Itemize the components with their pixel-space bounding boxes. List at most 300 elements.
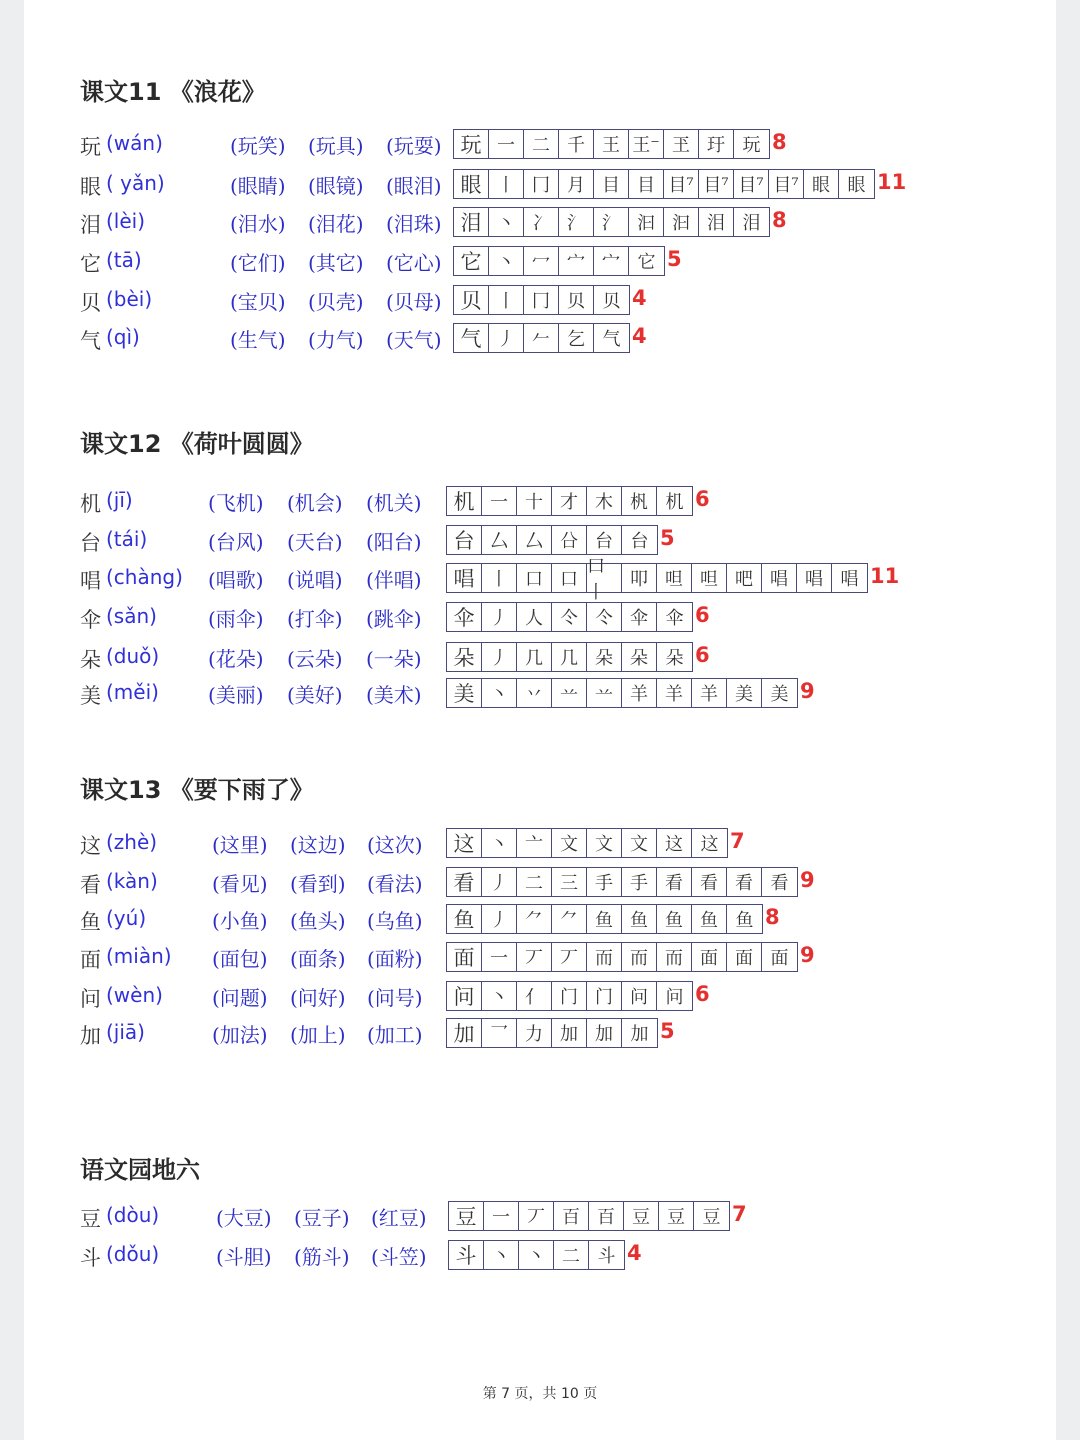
stroke-step-cell: 人 xyxy=(517,603,552,631)
stroke-step-cell: 鱼 xyxy=(587,905,622,933)
stroke-step-cell: 氵 xyxy=(594,208,629,236)
stroke-step-cell: 气 xyxy=(602,329,621,350)
stroke-step-cell: 它 xyxy=(637,252,656,273)
stroke-step-cell: 一 xyxy=(482,487,517,515)
stroke-step-cell: 这 xyxy=(700,834,719,855)
character: 问 xyxy=(80,987,101,1011)
stroke-step-cell: 王 xyxy=(594,130,629,158)
stroke-step-cell: 丷 xyxy=(517,679,552,707)
example-word: (台风) xyxy=(208,530,264,554)
stroke-cell-character: 伞 xyxy=(447,603,482,631)
stroke-order-strip xyxy=(448,1201,730,1231)
example-word: (泪水) xyxy=(230,212,286,236)
pinyin: (zhè) xyxy=(106,830,158,854)
example-word: (打伞) xyxy=(287,607,343,631)
stroke-step-cell: 看 xyxy=(657,868,692,896)
vocab-row xyxy=(0,1240,1032,1272)
example-word: (美术) xyxy=(366,683,422,707)
stroke-order-strip xyxy=(453,323,630,353)
example-word: (泪花) xyxy=(308,212,364,236)
stroke-step-cell: 百 xyxy=(589,1202,624,1230)
pinyin: (bèi) xyxy=(106,287,153,311)
example-word: (问题) xyxy=(212,986,268,1010)
stroke-step-cell: 丿 xyxy=(482,643,517,671)
stroke-order-strip xyxy=(453,129,770,159)
stroke-order-strip xyxy=(453,285,630,315)
vocab-row xyxy=(0,169,1032,201)
stroke-order-strip xyxy=(448,1240,625,1270)
stroke-step-cell: 䒑 xyxy=(587,679,622,707)
example-word: (筋斗) xyxy=(294,1245,350,1269)
example-word: (力气) xyxy=(308,328,364,352)
stroke-step-cell: 羊 xyxy=(622,679,657,707)
stroke-count: 8 xyxy=(765,905,780,929)
stroke-count: 8 xyxy=(772,208,787,232)
lesson-title: 课文11 《浪花》 xyxy=(80,78,266,106)
stroke-cell-character: 加 xyxy=(447,1019,482,1047)
stroke-step-cell: 仒 xyxy=(552,603,587,631)
example-word: (美好) xyxy=(287,683,343,707)
stroke-cell-character: 朵 xyxy=(447,643,482,671)
vocab-row xyxy=(0,486,1032,518)
character: 唱 xyxy=(80,569,101,593)
stroke-step-cell: 丿 xyxy=(489,324,524,352)
stroke-step-cell: 朵 xyxy=(622,643,657,671)
stroke-order-strip xyxy=(453,207,770,237)
example-word: (加上) xyxy=(290,1023,346,1047)
example-word: (花朵) xyxy=(208,647,264,671)
example-word: (问好) xyxy=(290,986,346,1010)
stroke-step-cell: 文 xyxy=(552,829,587,857)
stroke-count: 4 xyxy=(632,286,647,310)
stroke-cell-character: 斗 xyxy=(449,1241,484,1269)
stroke-step-cell: 鱼 xyxy=(692,905,727,933)
stroke-step-cell: 鱼 xyxy=(735,910,754,931)
stroke-step-cell: 丨 xyxy=(489,286,524,314)
example-word: (一朵) xyxy=(366,647,422,671)
stroke-step-cell: ⺈ xyxy=(552,905,587,933)
pinyin: (jī) xyxy=(106,488,133,512)
lesson-title: 课文12 《荷叶圆圆》 xyxy=(80,430,314,458)
character: 面 xyxy=(80,948,101,972)
stroke-step-cell: 冖 xyxy=(524,247,559,275)
stroke-step-cell: 问 xyxy=(622,982,657,1010)
stroke-cell-character: 美 xyxy=(447,679,482,707)
pinyin: (kàn) xyxy=(106,869,158,893)
stroke-count: 6 xyxy=(695,643,710,667)
stroke-step-cell: 口 xyxy=(552,564,587,592)
stroke-step-cell: 丶 xyxy=(519,1241,554,1269)
stroke-step-cell: 豆 xyxy=(659,1202,694,1230)
stroke-step-cell: 泪 xyxy=(742,213,761,234)
stroke-step-cell: 厶 xyxy=(517,526,552,554)
example-word: (问号) xyxy=(367,986,423,1010)
character: 豆 xyxy=(80,1207,101,1231)
lesson-title: 语文园地六 xyxy=(80,1156,200,1184)
stroke-step-cell: 美 xyxy=(727,679,762,707)
stroke-step-cell: 手 xyxy=(622,868,657,896)
example-word: (玩笑) xyxy=(230,134,286,158)
vocab-row xyxy=(0,129,1032,161)
pinyin: (wèn) xyxy=(106,983,163,1007)
example-word: (小鱼) xyxy=(212,909,268,933)
example-word: (斗胆) xyxy=(216,1245,272,1269)
stroke-cell-character: 玩 xyxy=(454,130,489,158)
pinyin: (chàng) xyxy=(106,565,183,589)
stroke-cell-character: 台 xyxy=(447,526,482,554)
stroke-count: 11 xyxy=(870,564,900,588)
stroke-order-strip xyxy=(446,486,693,516)
stroke-cell-character: 看 xyxy=(447,868,482,896)
stroke-order-strip xyxy=(453,246,665,276)
stroke-step-cell: 宀 xyxy=(594,247,629,275)
stroke-step-cell: 问 xyxy=(665,987,684,1008)
stroke-cell-character: 气 xyxy=(454,324,489,352)
pinyin: (sǎn) xyxy=(106,604,157,628)
stroke-cell-character: 豆 xyxy=(449,1202,484,1230)
example-word: (阳台) xyxy=(366,530,422,554)
stroke-step-cell: 呾 xyxy=(692,564,727,592)
stroke-step-cell: 加 xyxy=(587,1019,622,1047)
stroke-step-cell: 加 xyxy=(630,1024,649,1045)
stroke-step-cell: 玩 xyxy=(742,135,761,156)
lesson-title: 课文13 《要下雨了》 xyxy=(80,776,314,804)
stroke-step-cell: 丆 xyxy=(519,1202,554,1230)
example-word: (机关) xyxy=(366,491,422,515)
vocab-row xyxy=(0,525,1032,557)
stroke-step-cell: 十 xyxy=(517,487,552,515)
stroke-step-cell: 丶 xyxy=(482,982,517,1010)
vocab-row xyxy=(0,904,1032,936)
example-word: (这里) xyxy=(212,833,268,857)
stroke-count: 4 xyxy=(627,1241,642,1265)
example-word: (眼泪) xyxy=(386,174,442,198)
example-word: (看到) xyxy=(290,872,346,896)
stroke-step-cell: 台 xyxy=(630,531,649,552)
stroke-count: 6 xyxy=(695,982,710,1006)
stroke-step-cell: 伞 xyxy=(665,608,684,629)
stroke-step-cell: 丶 xyxy=(489,208,524,236)
stroke-step-cell: 二 xyxy=(554,1241,589,1269)
stroke-step-cell: 百 xyxy=(554,1202,589,1230)
stroke-cell-character: 泪 xyxy=(454,208,489,236)
stroke-count: 7 xyxy=(730,829,745,853)
character: 加 xyxy=(80,1024,101,1048)
stroke-step-cell: 才 xyxy=(552,487,587,515)
stroke-step-cell: 羊 xyxy=(692,679,727,707)
stroke-count: 8 xyxy=(772,130,787,154)
stroke-count: 5 xyxy=(667,247,682,271)
example-word: (说唱) xyxy=(287,568,343,592)
stroke-step-cell: 冂 xyxy=(524,286,559,314)
example-word: (看法) xyxy=(367,872,423,896)
stroke-step-cell: 豆 xyxy=(702,1207,721,1228)
stroke-step-cell: 二 xyxy=(517,868,552,896)
vocab-row xyxy=(0,207,1032,239)
stroke-step-cell: 目⁷ xyxy=(699,170,734,198)
stroke-order-strip xyxy=(446,602,693,632)
stroke-step-cell: 手 xyxy=(587,868,622,896)
pinyin: (yú) xyxy=(106,906,147,930)
example-word: (眼睛) xyxy=(230,174,286,198)
example-word: (这次) xyxy=(367,833,423,857)
stroke-count: 9 xyxy=(800,868,815,892)
stroke-step-cell: 丶 xyxy=(489,247,524,275)
pinyin: (wán) xyxy=(106,131,163,155)
stroke-order-strip xyxy=(446,981,693,1011)
stroke-step-cell: 而 xyxy=(657,943,692,971)
stroke-step-cell: 而 xyxy=(622,943,657,971)
example-word: (加法) xyxy=(212,1023,268,1047)
stroke-step-cell: 杋 xyxy=(622,487,657,515)
stroke-order-strip xyxy=(446,942,798,972)
example-word: (飞机) xyxy=(208,491,264,515)
example-word: (泪珠) xyxy=(386,212,442,236)
stroke-step-cell: 汩 xyxy=(664,208,699,236)
stroke-step-cell: 朵 xyxy=(587,643,622,671)
stroke-step-cell: 叩 xyxy=(622,564,657,592)
stroke-order-strip xyxy=(446,828,728,858)
vocab-row xyxy=(0,556,1032,603)
character: 泪 xyxy=(80,213,101,237)
stroke-count: 4 xyxy=(632,324,647,348)
stroke-step-cell: 一 xyxy=(484,1202,519,1230)
example-word: (贝母) xyxy=(386,290,442,314)
stroke-step-cell: 贝 xyxy=(559,286,594,314)
example-word: (跳伞) xyxy=(366,607,422,631)
example-word: (大豆) xyxy=(216,1206,272,1230)
stroke-cell-character: 眼 xyxy=(454,170,489,198)
stroke-step-cell: 丨 xyxy=(489,170,524,198)
character: 美 xyxy=(80,684,101,708)
stroke-step-cell: 鱼 xyxy=(622,905,657,933)
stroke-step-cell: 几 xyxy=(552,643,587,671)
stroke-step-cell: 仒 xyxy=(587,603,622,631)
stroke-step-cell: 千 xyxy=(559,130,594,158)
stroke-step-cell: 亻 xyxy=(517,982,552,1010)
example-word: (面包) xyxy=(212,947,268,971)
example-word: (唱歌) xyxy=(208,568,264,592)
stroke-step-cell: 这 xyxy=(657,829,692,857)
character: 看 xyxy=(80,873,101,897)
stroke-cell-character: 唱 xyxy=(447,564,482,592)
stroke-step-cell: 亠 xyxy=(517,829,552,857)
stroke-order-strip xyxy=(446,1018,658,1048)
pinyin: ( yǎn) xyxy=(106,171,165,195)
stroke-step-cell: 丨 xyxy=(482,564,517,592)
stroke-step-cell: 目 xyxy=(629,170,664,198)
stroke-step-cell: 丶 xyxy=(484,1241,519,1269)
vocab-row xyxy=(0,1201,1032,1233)
stroke-step-cell: 唱 xyxy=(762,564,797,592)
vocab-row xyxy=(0,323,1032,355)
character: 眼 xyxy=(80,175,101,199)
example-word: (眼镜) xyxy=(308,174,364,198)
stroke-order-strip xyxy=(446,904,763,934)
stroke-step-cell: 加 xyxy=(552,1019,587,1047)
stroke-step-cell: 台 xyxy=(587,526,622,554)
example-word: (天台) xyxy=(287,530,343,554)
stroke-count: 7 xyxy=(732,1202,747,1226)
stroke-step-cell: 丆 xyxy=(517,943,552,971)
page-footer: 第 7 页，共 10 页 xyxy=(482,1386,598,1402)
example-word: (红豆) xyxy=(371,1206,427,1230)
example-word: (豆子) xyxy=(294,1206,350,1230)
stroke-step-cell: 面 xyxy=(770,948,789,969)
stroke-step-cell: 乛 xyxy=(482,1019,517,1047)
stroke-step-cell: 丆 xyxy=(552,943,587,971)
stroke-step-cell: 丿 xyxy=(482,868,517,896)
example-word: (它心) xyxy=(386,251,442,275)
stroke-step-cell: 汩 xyxy=(629,208,664,236)
stroke-count: 5 xyxy=(660,1019,675,1043)
stroke-step-cell: 伞 xyxy=(622,603,657,631)
stroke-count: 9 xyxy=(800,943,815,967)
stroke-step-cell: 力 xyxy=(517,1019,552,1047)
stroke-step-cell: 目 xyxy=(594,170,629,198)
stroke-step-cell: 眼 xyxy=(804,170,839,198)
example-word: (鱼头) xyxy=(290,909,346,933)
stroke-step-cell: 眼 xyxy=(847,175,866,196)
pinyin: (duǒ) xyxy=(106,644,160,668)
stroke-step-cell: 豆 xyxy=(624,1202,659,1230)
vocab-row xyxy=(0,942,1032,974)
vocab-row xyxy=(0,867,1032,899)
vocab-row xyxy=(0,678,1032,710)
pinyin: (qì) xyxy=(106,325,140,349)
stroke-step-cell: 羊 xyxy=(657,679,692,707)
stroke-count: 5 xyxy=(660,526,675,550)
character: 它 xyxy=(80,252,101,276)
stroke-step-cell: 冫 xyxy=(524,208,559,236)
character: 玩 xyxy=(80,135,101,159)
stroke-step-cell: 面 xyxy=(727,943,762,971)
stroke-step-cell: 唱 xyxy=(797,564,832,592)
stroke-step-cell: 门 xyxy=(552,982,587,1010)
example-word: (生气) xyxy=(230,328,286,352)
stroke-step-cell: 唱 xyxy=(840,569,859,590)
character: 斗 xyxy=(80,1246,101,1270)
stroke-step-cell: 斗 xyxy=(597,1246,616,1267)
example-word: (雨伞) xyxy=(208,607,264,631)
character: 机 xyxy=(80,492,101,516)
stroke-order-strip xyxy=(446,642,693,672)
stroke-step-cell: 吧 xyxy=(727,564,762,592)
stroke-step-cell: 几 xyxy=(517,643,552,671)
stroke-step-cell: 朵 xyxy=(665,648,684,669)
vocab-row xyxy=(0,828,1032,860)
character: 朵 xyxy=(80,648,101,672)
stroke-step-cell: 玗 xyxy=(699,130,734,158)
stroke-step-cell: 二 xyxy=(524,130,559,158)
stroke-step-cell: 看 xyxy=(770,873,789,894)
character: 这 xyxy=(80,834,101,858)
character: 鱼 xyxy=(80,910,101,934)
example-word: (面粉) xyxy=(367,947,423,971)
pinyin: (miàn) xyxy=(106,944,172,968)
vocab-row xyxy=(0,1018,1032,1050)
example-word: (这边) xyxy=(290,833,346,857)
pinyin: (dòu) xyxy=(106,1203,160,1227)
stroke-step-cell: 宀 xyxy=(559,247,594,275)
character: 伞 xyxy=(80,608,101,632)
stroke-step-cell: 丿 xyxy=(482,905,517,933)
pinyin: (jiā) xyxy=(106,1020,145,1044)
vocab-row xyxy=(0,246,1032,278)
stroke-step-cell: ⺈ xyxy=(517,905,552,933)
stroke-step-cell: 丿 xyxy=(482,603,517,631)
pinyin: (tā) xyxy=(106,248,142,272)
stroke-cell-character: 面 xyxy=(447,943,482,971)
character: 台 xyxy=(80,531,101,555)
stroke-step-cell: 口丨 xyxy=(587,564,622,592)
stroke-step-cell: 贝 xyxy=(602,291,621,312)
stroke-step-cell: 氵 xyxy=(559,208,594,236)
vocab-row xyxy=(0,602,1032,634)
stroke-step-cell: 丶 xyxy=(482,679,517,707)
stroke-order-strip xyxy=(446,556,868,603)
stroke-step-cell: 䒑 xyxy=(552,679,587,707)
stroke-step-cell: 丶 xyxy=(482,829,517,857)
example-word: (宝贝) xyxy=(230,290,286,314)
example-word: (美丽) xyxy=(208,683,264,707)
character: 气 xyxy=(80,329,101,353)
stroke-order-strip xyxy=(446,867,798,897)
stroke-step-cell: 三 xyxy=(552,868,587,896)
stroke-order-strip xyxy=(446,678,798,708)
stroke-step-cell: 月 xyxy=(559,170,594,198)
pinyin: (měi) xyxy=(106,680,159,704)
stroke-order-strip xyxy=(453,169,875,199)
stroke-step-cell: 门 xyxy=(587,982,622,1010)
stroke-step-cell: 面 xyxy=(692,943,727,971)
stroke-cell-character: 这 xyxy=(447,829,482,857)
stroke-step-cell: 一 xyxy=(489,130,524,158)
stroke-step-cell: 口 xyxy=(517,564,552,592)
example-word: (玩耍) xyxy=(386,134,442,158)
stroke-step-cell: 木 xyxy=(587,487,622,515)
example-word: (其它) xyxy=(308,251,364,275)
stroke-step-cell: 文 xyxy=(587,829,622,857)
stroke-step-cell: 玊 xyxy=(664,130,699,158)
example-word: (云朵) xyxy=(287,647,343,671)
stroke-count: 6 xyxy=(695,603,710,627)
example-word: (它们) xyxy=(230,251,286,275)
stroke-step-cell: 文 xyxy=(622,829,657,857)
stroke-step-cell: 乞 xyxy=(559,324,594,352)
stroke-cell-character: 贝 xyxy=(454,286,489,314)
stroke-step-cell: 厶 xyxy=(482,526,517,554)
stroke-count: 11 xyxy=(877,170,907,194)
stroke-cell-character: 鱼 xyxy=(447,905,482,933)
character: 贝 xyxy=(80,291,101,315)
stroke-step-cell: 王⁻ xyxy=(629,130,664,158)
example-word: (贝壳) xyxy=(308,290,364,314)
example-word: (玩具) xyxy=(308,134,364,158)
stroke-step-cell: 冂 xyxy=(524,170,559,198)
vocab-row xyxy=(0,642,1032,674)
stroke-step-cell: 而 xyxy=(587,943,622,971)
stroke-step-cell: 目⁷ xyxy=(734,170,769,198)
stroke-step-cell: 美 xyxy=(770,684,789,705)
example-word: (乌鱼) xyxy=(367,909,423,933)
stroke-cell-character: 问 xyxy=(447,982,482,1010)
stroke-step-cell: 机 xyxy=(665,492,684,513)
example-word: (伴唱) xyxy=(366,568,422,592)
example-word: (看见) xyxy=(212,872,268,896)
stroke-order-strip xyxy=(446,525,658,555)
pinyin: (lèi) xyxy=(106,209,146,233)
